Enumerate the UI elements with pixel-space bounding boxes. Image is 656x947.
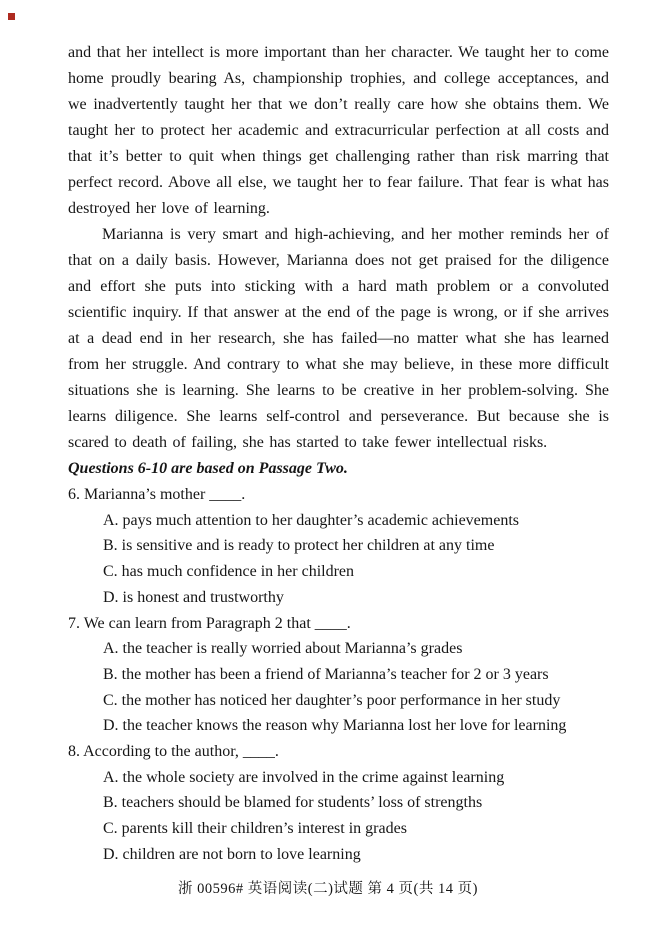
question-8-stem [68, 739, 609, 765]
question-7-option-c: C. the mother has noticed her daughter’s poor performance in her study [103, 691, 561, 709]
question-8-option-b: B. teachers should be blamed for students’ loss of strengths [103, 794, 483, 812]
question-6-stem [68, 482, 609, 508]
page-footer: 浙 00596# 英语阅读(二)试题 第 4 页(共 14 页) [178, 881, 478, 897]
question-7-option-d: D. the teacher knows the reason why Marianna lost her love for learning [103, 717, 567, 735]
question-8-number: 8. [68, 743, 80, 761]
passage-paragraph-2: Marianna is very smart and high-achieving, and her mother reminds her of that on a daily basis. However, Marianna does not get praised for the diligence and effort she puts into sticking with a hard math problem or a convoluted scientific inquiry. If that answer at the end of the page is wrong, or if she arrives at a dead end in her research, she has failed—no matter what she has learned from her struggle. And contrary to what she may believe, in these more difficult situations she is learning. She learns to be creative in her problem-solving. She learns diligence. She learns self-control and perseverance. But because she is scared to death of failing, she has started to take fewer intellectual risks. [68, 226, 609, 451]
question-7-option-a: A. the teacher is really worried about Marianna’s grades [103, 640, 463, 658]
question-6-stem-text: Marianna’s mother ____. [84, 486, 246, 503]
question-8-stem-text: According to the author, ____. [83, 743, 279, 761]
question-8-option-a: A. the whole society are involved in the crime against learning [103, 768, 505, 786]
passage-paragraph-1: and that her intellect is more important than her character. We taught her to come home proudly bearing As, championship trophies, and college acceptances, and we inadvertently taught her that we don’t really care how she obtains them. We taught her to protect her academic and extracurricular perfection at all costs and that it’s better to quit when things get challenging rather than risk marring that perfect record. Above all else, we taught her to fear failure. That fear is what has destroyed her love of learning. [68, 44, 609, 217]
page-content [68, 40, 609, 868]
question-7-stem-text: We can learn from Paragraph 2 that ____. [83, 614, 351, 632]
question-7-stem [68, 611, 609, 637]
question-7-number: 7. [68, 614, 80, 632]
question-6 [68, 482, 609, 611]
questions-section-heading: Questions 6-10 are based on Passage Two. [68, 460, 348, 477]
question-8-option-d: D. children are not born to love learning [103, 845, 361, 863]
question-6-option-b: B. is sensitive and is ready to protect her children at any time [103, 537, 495, 555]
question-6-option-c: C. has much confidence in her children [103, 563, 355, 581]
question-7 [68, 611, 609, 740]
question-8 [68, 739, 609, 868]
question-6-option-d: D. is honest and trustworthy [103, 588, 284, 606]
question-8-option-c: C. parents kill their children’s interest in grades [103, 820, 407, 838]
question-7-option-b: B. the mother has been a friend of Marianna’s teacher for 2 or 3 years [103, 665, 549, 683]
question-6-number: 6. [68, 486, 80, 503]
question-6-option-a: A. pays much attention to her daughter’s academic achievements [103, 511, 519, 529]
scan-artifact-red-mark [8, 13, 15, 20]
